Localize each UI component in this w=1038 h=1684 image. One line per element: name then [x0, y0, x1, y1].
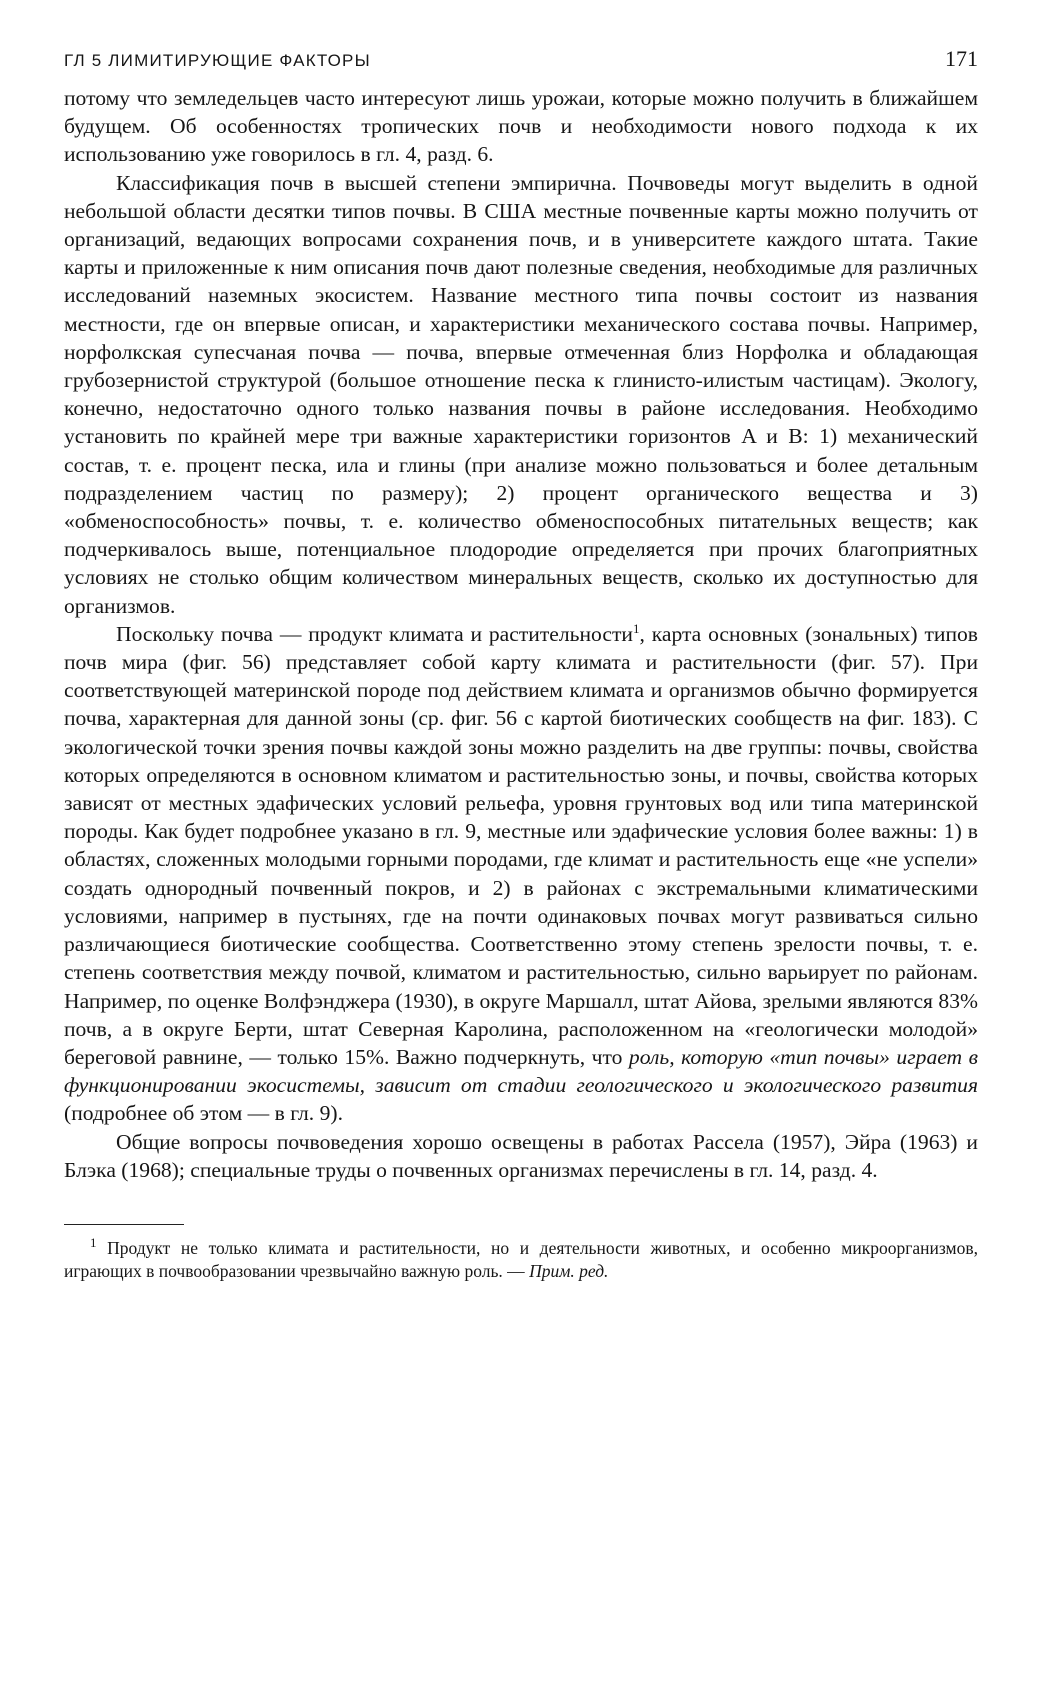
- paragraph-soil-classification: [64, 169, 978, 620]
- running-head: [64, 46, 978, 72]
- paragraph-continuation: [64, 84, 978, 169]
- paragraph-text: Поскольку почва — продукт климата и растительности: [116, 621, 633, 646]
- footnote-text: Продукт не только климата и растительности, но и деятельности животных, и особенно микроорганизмов, играющих в почвообразовании чрезвычайно важную роль. —: [64, 1237, 978, 1281]
- paragraph-text: Общие вопросы почвоведения хорошо освещены в работах Рассела (1957), Эйра (1963) и Блэка (1968); специальные труды о почвенных организмах перечислены в гл. 14, разд. 4.: [64, 1129, 978, 1182]
- page-number: 171: [945, 46, 978, 71]
- footnote: [64, 1237, 978, 1283]
- emphasized-text: роль, которую «тип почвы» играет в функционировании экосистемы, зависит от стадии геологического и экологического развития: [64, 1044, 978, 1098]
- footnote-divider: [64, 1224, 184, 1225]
- paragraph-text: (подробнее об этом — в гл. 9).: [64, 1101, 343, 1126]
- chapter-title: ГЛ 5 ЛИМИТИРУЮЩИЕ ФАКТОРЫ: [64, 51, 371, 70]
- footnote-editor-note: Прим. ред.: [529, 1260, 609, 1281]
- paragraph-references: [64, 1128, 978, 1184]
- body-text: [64, 84, 978, 1184]
- paragraph-text: потому что земледельцев часто интересуют лишь урожаи, которые можно получить в ближайшем будущем. Об особенностях тропических почв и необходимости нового подхода к их использованию уже говорилось в гл. 4, разд. 6.: [64, 86, 978, 167]
- footnote-reference: 1: [632, 620, 640, 636]
- paragraph-text: , карта основных (зональных) типов почв мира (фиг. 56) представляет собой карту климата и растительности (фиг. 57). При соответствующей материнской породе под действием климата и организмов обычно формируется почва, характерная для данной зоны (ср. фиг. 56 с картой биотических сообществ на фиг. 183). С экологической точки зрения почвы каждой зоны можно разделить на две группы: почвы, свойства которых определяются в основном климатом и растительностью зоны, и почвы, свойства которых зависят от местных эдафических условий рельефа, уровня грунтовых вод или типа материнской породы. Как будет подробнее указано в гл. 9, местные или эдафические условия более важны: 1) в областях, сложенных молодыми горными породами, где климат и растительность еще «не успели» создать однородный почвенный покров, и 2) в районах с экстремальными климатическими условиями, например в пустынях, где на почти одинаковых почвах могут развиваться сильно различающиеся биотические сообщества. Соответственно этому степень зрелости почвы, т. е. степень соответствия между почвой, климатом и растительностью, сильно варьирует по районам. Например, по оценке Волфэнджера (1930), в округе Маршалл, штат Айова, зрелыми являются 83% почв, а в округе Берти, штат Северная Каролина, расположенном на «геологически молодой» береговой равнине, — только 15%. Важно подчеркнуть, что: [64, 621, 978, 1069]
- paragraph-text: Классификация почв в высшей степени эмпирична. Почвоведы могут выделить в одной небольшой области десятки типов почвы. В США местные почвенные карты можно получить от организаций, ведающих вопросами сохранения почв, и в университете каждого штата. Такие карты и приложенные к ним описания почв дают полезные сведения, необходимые для различных исследований наземных экосистем. Название местного типа почвы состоит из названия местности, где он впервые описан, и характеристики механического состава почвы. Например, норфолкская супесчаная почва — почва, впервые отмеченная близ Норфолка и обладающая грубозернистой структурой (большое отношение песка к глинисто-илистым частицам). Экологу, конечно, недостаточно одного только названия почвы в районе исследования. Необходимо установить по крайней мере три важные характеристики горизонтов A и B: 1) механический состав, т. е. процент песка, ила и глины (при анализе можно пользоваться и более детальным подразделением частиц по размеру); 2) процент органического вещества и 3) «обменоспособность» почвы, т. е. количество обменоспособных питательных веществ; как подчеркивалось выше, потенциальное плодородие определяется при прочих благоприятных условиях не столько общим количеством минеральных веществ, сколько их доступностью для организмов.: [64, 170, 978, 618]
- paragraph-zonal-soils: [64, 620, 978, 1128]
- footnote-marker: 1: [90, 1235, 97, 1251]
